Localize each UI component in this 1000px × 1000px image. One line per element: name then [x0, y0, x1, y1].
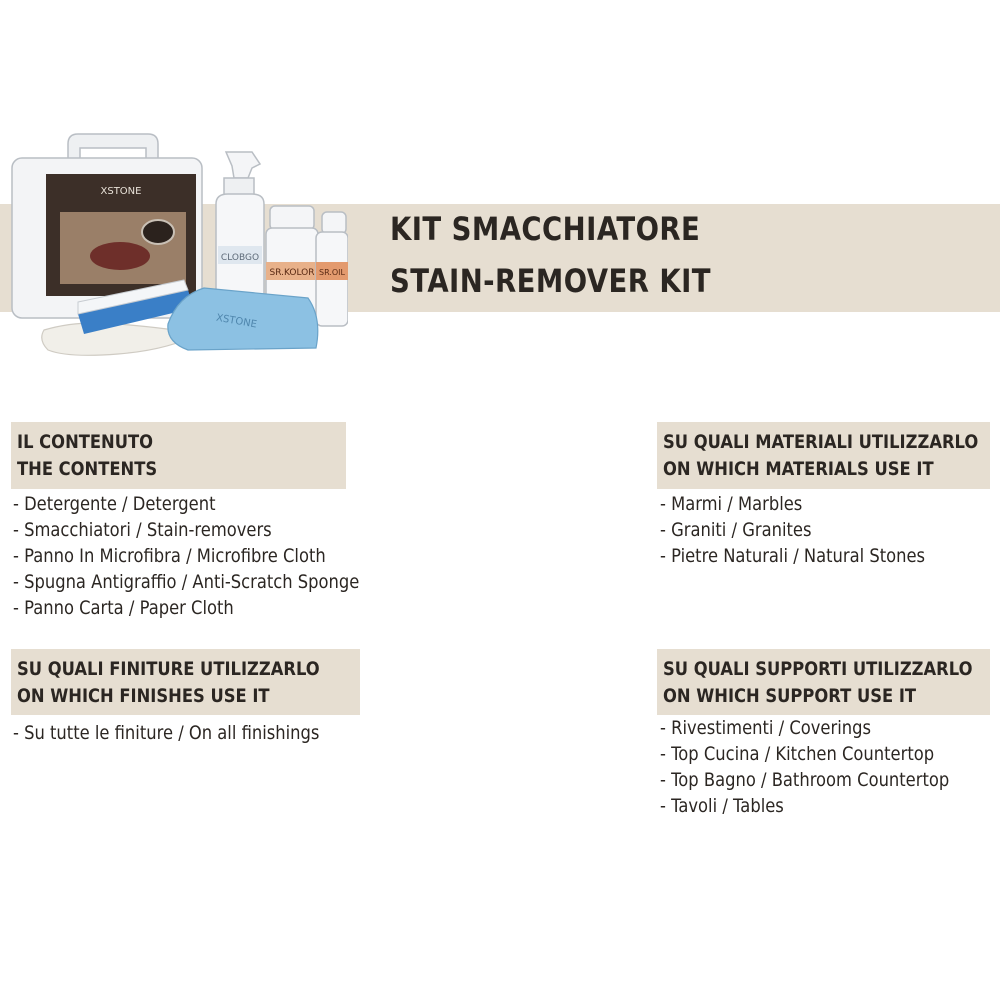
list-item: - Detergente / Detergent — [13, 491, 359, 517]
microfibre-cloth — [168, 288, 318, 350]
bottle-kolor-label: SR.KOLOR — [269, 268, 315, 278]
list-item: - Su tutte le finiture / On all finishings — [13, 720, 319, 746]
list-item: - Top Bagno / Bathroom Countertop — [660, 767, 949, 793]
spray-bottle-label: CLOBGO — [220, 253, 260, 263]
case-brand-text: XSTONE — [100, 186, 142, 197]
materials-header — [657, 422, 990, 489]
finishes-header — [11, 649, 360, 715]
materials-header-it: SU QUALI MATERIALI UTILIZZARLO — [663, 431, 979, 453]
list-item: - Graniti / Granites — [660, 517, 925, 543]
contents-header — [11, 422, 346, 489]
bottle-oil-label: SR.OIL — [318, 268, 346, 277]
finishes-header-en: ON WHICH FINISHES USE IT — [17, 685, 270, 707]
page-title-italian: KIT SMACCHIATORE — [390, 210, 701, 248]
contents-list — [13, 491, 416, 621]
list-item: - Tavoli / Tables — [660, 793, 949, 819]
supports-list — [660, 715, 996, 819]
supports-header-en: ON WHICH SUPPORT USE IT — [663, 685, 917, 707]
finishes-list — [13, 720, 369, 746]
list-item: - Spugna Antigraffio / Anti-Scratch Sponge — [13, 569, 359, 595]
materials-list — [660, 491, 968, 569]
finishes-header-it: SU QUALI FINITURE UTILIZZARLO — [17, 658, 320, 680]
product-kit-image — [8, 128, 348, 368]
list-item: - Smacchiatori / Stain-removers — [13, 517, 359, 543]
materials-header-en: ON WHICH MATERIALS USE IT — [663, 458, 934, 480]
supports-header-it: SU QUALI SUPPORTI UTILIZZARLO — [663, 658, 973, 680]
list-item: - Panno In Microfibra / Microfibre Cloth — [13, 543, 359, 569]
supports-header — [657, 649, 990, 715]
contents-header-it: IL CONTENUTO — [17, 431, 154, 453]
cloth-brand-text: XSTONE — [215, 312, 258, 331]
bottle-oil — [316, 212, 348, 326]
list-item: - Pietre Naturali / Natural Stones — [660, 543, 925, 569]
list-item: - Top Cucina / Kitchen Countertop — [660, 741, 949, 767]
list-item: - Marmi / Marbles — [660, 491, 925, 517]
list-item: - Rivestimenti / Coverings — [660, 715, 949, 741]
list-item: - Panno Carta / Paper Cloth — [13, 595, 359, 621]
page-title-english: STAIN-REMOVER KIT — [390, 262, 711, 300]
contents-header-en: THE CONTENTS — [17, 458, 158, 480]
